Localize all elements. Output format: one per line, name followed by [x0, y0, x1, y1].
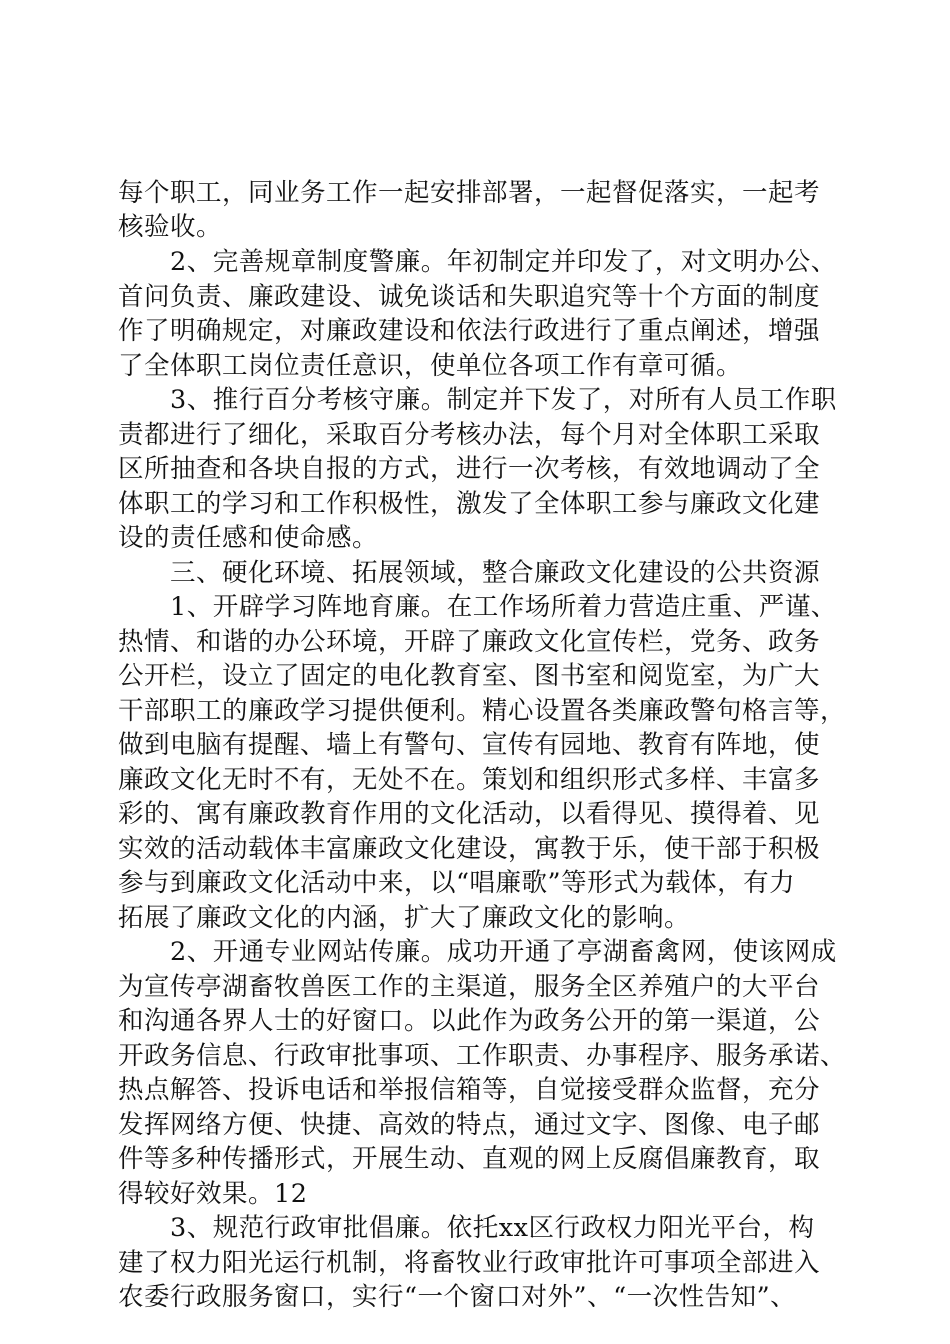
text-line: 建了权力阳光运行机制，将畜牧业行政审批许可事项全部进入 [118, 1248, 821, 1278]
text-line: 实效的活动载体丰富廉政文化建设，寓教于乐，使干部于积极 [118, 834, 821, 864]
text-line: 廉政文化无时不有，无处不在。策划和组织形式多样、丰富多 [118, 765, 821, 795]
text-line: 农委行政服务窗口，实行“一个窗口对外”、“一次性告知”、 [118, 1282, 797, 1312]
paragraph-start: 3、推行百分考核守廉。制定并下发了，对所有人员工作职 [170, 385, 837, 415]
paragraph-start: 2、开通专业网站传廉。成功开通了亭湖畜禽网，使该网成 [170, 937, 837, 967]
paragraph-start: 2、完善规章制度警廉。年初制定并印发了，对文明办公、 [170, 247, 837, 277]
text-line: 公开栏，设立了固定的电化教育室、图书室和阅览室，为广大 [118, 661, 821, 691]
text-line: 区所抽查和各块自报的方式，进行一次考核，有效地调动了全 [118, 454, 821, 484]
text-line: 开政务信息、行政审批事项、工作职责、办事程序、服务承诺、 [118, 1041, 847, 1071]
text-line: 体职工的学习和工作积极性，激发了全体职工参与廉政文化建 [118, 489, 821, 519]
text-line: 首问负责、廉政建设、诚免谈话和失职追究等十个方面的制度 [118, 282, 821, 312]
text-line: 为宣传亭湖畜牧兽医工作的主渠道，服务全区养殖户的大平台 [118, 972, 821, 1002]
paragraph-start: 1、开辟学习阵地育廉。在工作场所着力营造庄重、严谨、 [170, 592, 837, 622]
text-line: 做到电脑有提醒、墙上有警句、宣传有园地、教育有阵地，使 [118, 730, 821, 760]
text-line: 拓展了廉政文化的内涵，扩大了廉政文化的影响。 [118, 903, 691, 933]
text-line: 责都进行了细化，采取百分考核办法，每个月对全体职工采取 [118, 420, 821, 450]
text-line: 件等多种传播形式，开展生动、直观的网上反腐倡廉教育，取 [118, 1144, 821, 1174]
text-line: 热点解答、投诉电话和举报信箱等，自觉接受群众监督，充分 [118, 1075, 821, 1105]
text-line: 发挥网络方便、快捷、高效的特点，通过文字、图像、电子邮 [118, 1110, 821, 1140]
paragraph-start: 3、规范行政审批倡廉。依托xx区行政权力阳光平台，构 [170, 1213, 815, 1243]
text-line: 设的责任感和使命感。 [118, 523, 379, 553]
section-heading: 三、硬化环境、拓展领域，整合廉政文化建设的公共资源 [170, 558, 821, 588]
text-line: 作了明确规定，对廉政建设和依法行政进行了重点阐述，增强 [118, 316, 821, 346]
text-line: 了全体职工岗位责任意识，使单位各项工作有章可循。 [118, 351, 743, 381]
text-line: 得较好效果。12 [118, 1179, 308, 1209]
text-line: 热情、和谐的办公环境，开辟了廉政文化宣传栏，党务、政务 [118, 627, 821, 657]
text-line: 和沟通各界人士的好窗口。以此作为政务公开的第一渠道，公 [118, 1006, 821, 1036]
text-line: 每个职工，同业务工作一起安排部署，一起督促落实，一起考 [118, 178, 821, 208]
text-line: 彩的、寓有廉政教育作用的文化活动，以看得见、摸得着、见 [118, 799, 821, 829]
text-line: 核验收。 [118, 212, 223, 242]
text-line: 参与到廉政文化活动中来，以“唱廉歌”等形式为载体，有力 [118, 868, 796, 898]
text-line: 干部职工的廉政学习提供便利。精心设置各类廉政警句格言等， [118, 696, 847, 726]
